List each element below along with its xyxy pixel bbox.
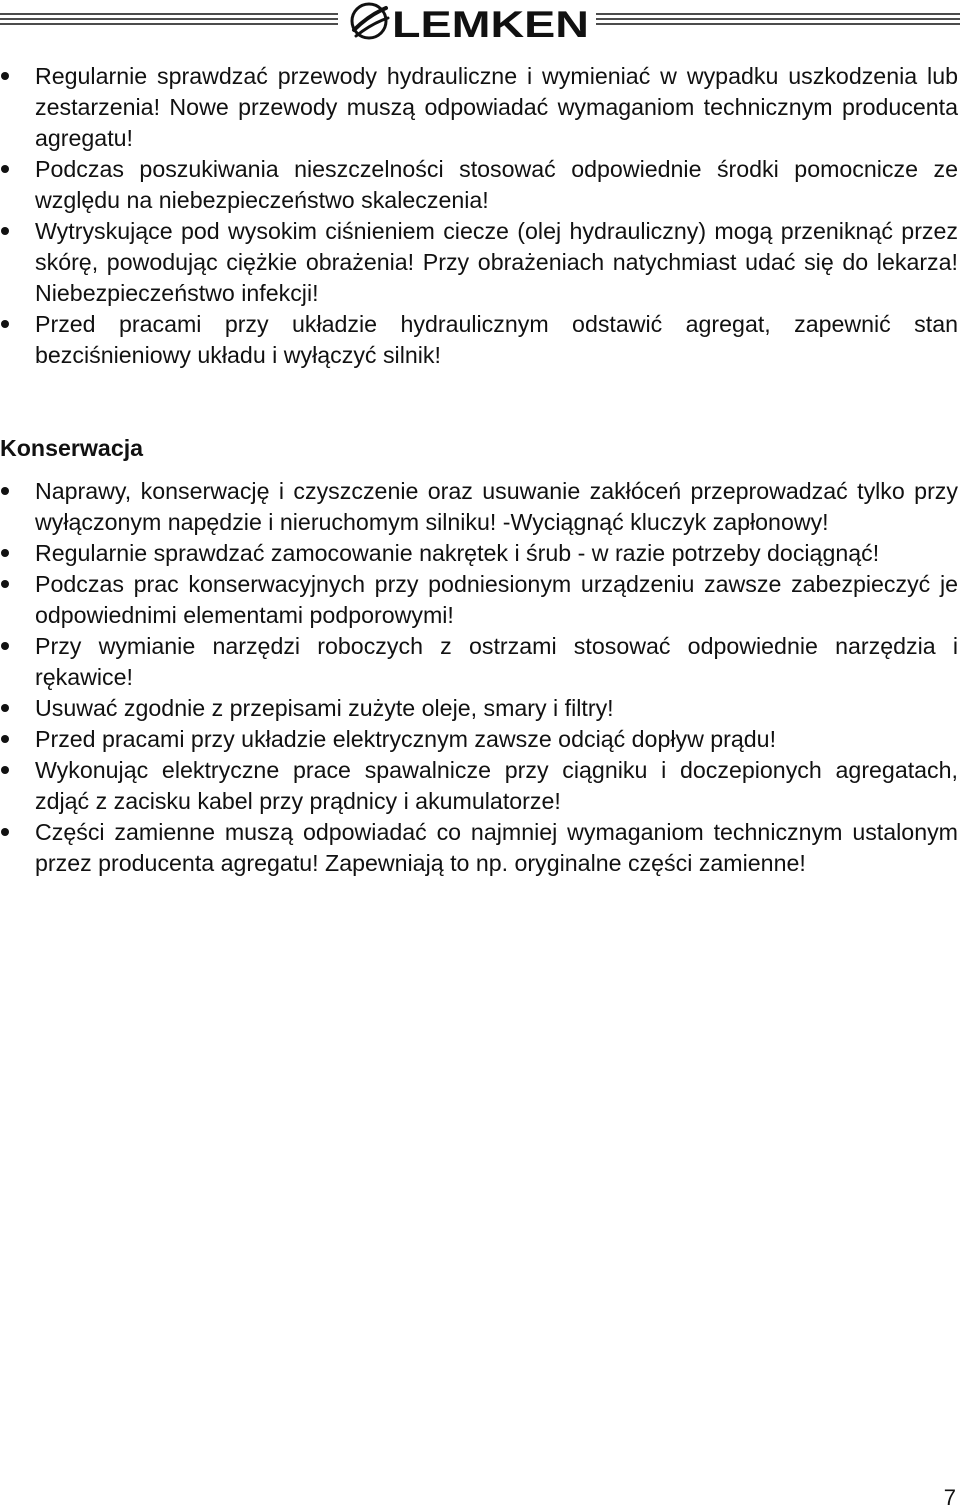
safety-list (0, 61, 958, 371)
logo-text: LEMKEN (392, 4, 589, 45)
list-item: Podczas prac konserwacyjnych przy podniesionym urządzeniu zawsze zabezpieczyć je odpowiednimi elementami podporowymi! (0, 569, 958, 631)
list-item: Przed pracami przy układzie hydraulicznym odstawić agregat, zapewnić stan bezciśnieniowy układu i wyłączyć silnik! (0, 309, 958, 371)
list-item: Wytryskujące pod wysokim ciśnieniem ciecze (olej hydrauliczny) mogą przeniknąć przez skórę, powodując ciężkie obrażenia! Przy obrażeniach natychmiast udać się do lekarza! Niebezpieczeństwo infekcji! (0, 216, 958, 309)
list-item: Części zamienne muszą odpowiadać co najmniej wymaganiom technicznym ustalonym przez producenta agregatu! Zapewniają to np. oryginalne części zamienne! (0, 817, 958, 879)
list-item: Podczas poszukiwania nieszczelności stosować odpowiednie środki pomocnicze ze względu na niebezpieczeństwo skaleczenia! (0, 154, 958, 216)
page-number: 7 (943, 1485, 956, 1510)
list-item: Naprawy, konserwację i czyszczenie oraz usuwanie zakłóceń przeprowadzać tylko przy wyłączonym napędzie i nieruchomym silniku! -Wyciągnąć kluczyk zapłonowy! (0, 476, 958, 538)
list-item: Przy wymianie narzędzi roboczych z ostrzami stosować odpowiednie narzędzia i rękawice! (0, 631, 958, 693)
maintenance-list (0, 476, 958, 879)
lemken-swoosh-icon (352, 4, 388, 38)
page-header (0, 0, 960, 46)
list-item: Regularnie sprawdzać przewody hydrauliczne i wymieniać w wypadku uszkodzenia lub zestarzenia! Nowe przewody muszą odpowiadać wymaganiom technicznym producenta agregatu! (0, 61, 958, 154)
list-item: Regularnie sprawdzać zamocowanie nakrętek i śrub - w razie potrzeby dociągnąć! (0, 538, 958, 569)
document-body (0, 61, 958, 879)
list-item: Wykonując elektryczne prace spawalnicze przy ciągniku i doczepionych agregatach, zdjąć z zacisku kabel przy prądnicy i akumulatorze! (0, 755, 958, 817)
list-item: Usuwać zgodnie z przepisami zużyte oleje, smary i filtry! (0, 693, 958, 724)
section-heading: Konserwacja (0, 435, 144, 461)
header-rule-graphic (0, 0, 960, 46)
list-item: Przed pracami przy układzie elektrycznym zawsze odciąć dopływ prądu! (0, 724, 958, 755)
